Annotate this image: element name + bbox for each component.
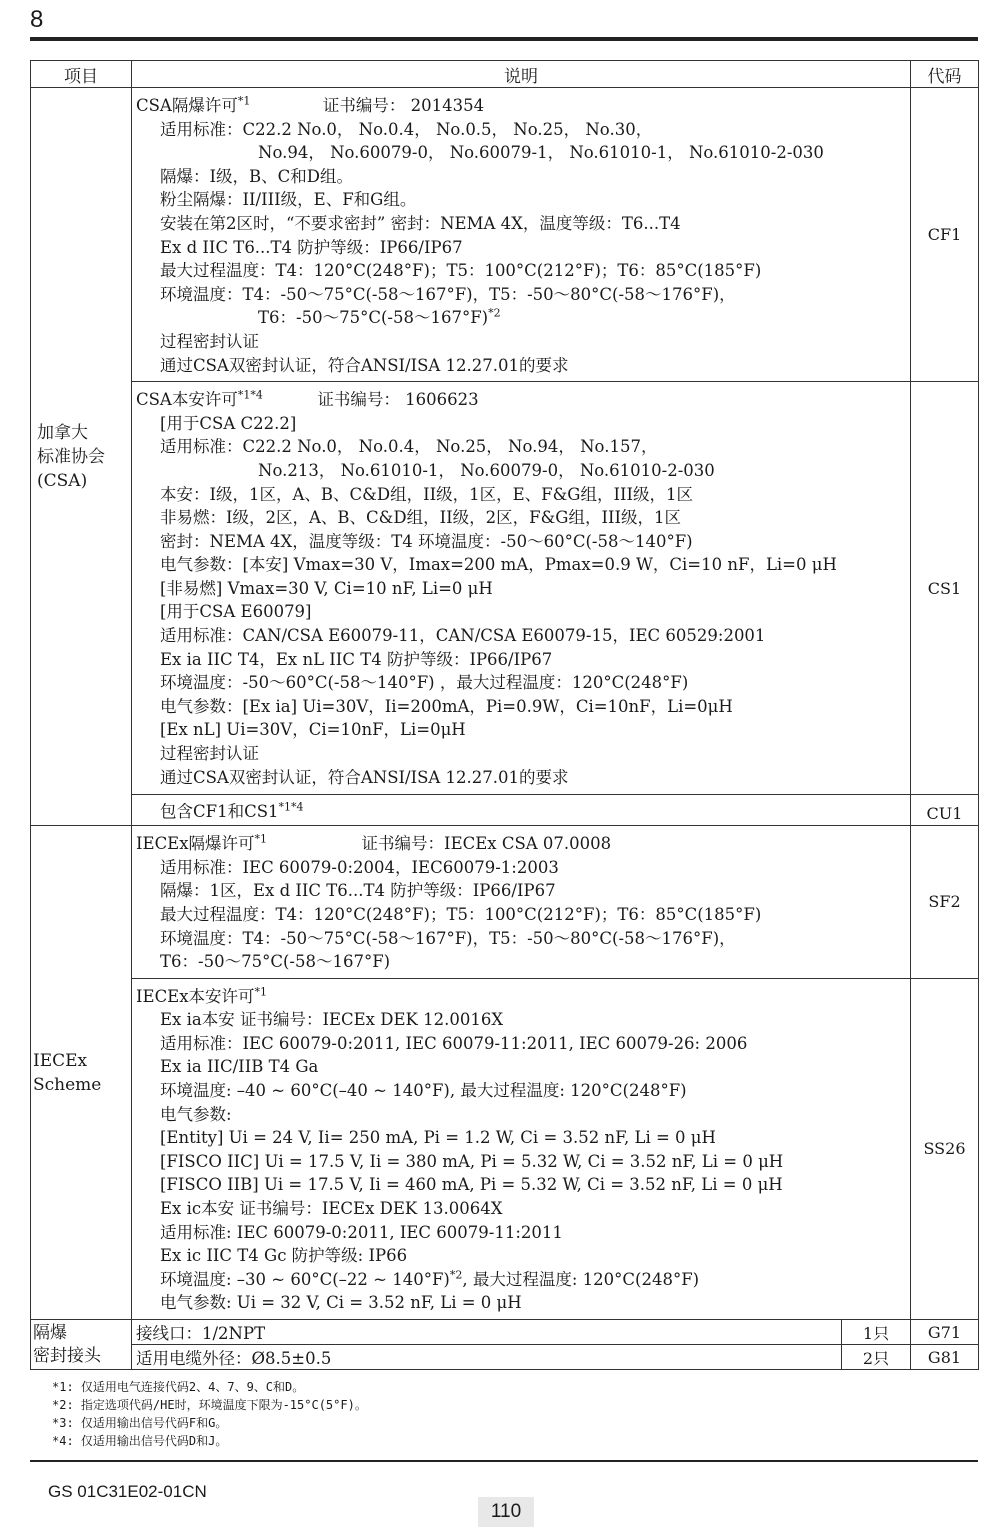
cs1-line: 电气参数：[Ex ia] Ui=30V，Ii=200mA，Pi=0.9W，Ci=10nF，Li=0μH [160, 696, 733, 716]
category-csa [31, 88, 132, 826]
document-id: GS 01C31E02-01CN [48, 1482, 207, 1501]
ss26-line: Ex ia IIC/IIB T4 Ga [160, 1057, 319, 1077]
category-csa-line2: 标准协会 [37, 446, 105, 467]
cf1-line: 适用标准：C22.2 No.0， No.0.4， No.0.5， No.25， No.30， [160, 119, 653, 139]
category-iecex-line1: IECEx [33, 1050, 88, 1071]
cf1-line: 过程密封认证 [160, 331, 259, 351]
cs1-line: 适用标准：C22.2 No.0， No.0.4， No.25， No.94， No.157， [160, 437, 658, 457]
ss26-amb-rest: , 最大过程温度: 120°C(248°F) [462, 1269, 700, 1289]
cf1-title: CSA隔爆许可 [136, 96, 238, 115]
ss26-line: Ex ic IIC T4 Gc 防护等级: IP66 [160, 1246, 408, 1266]
category-iecex-line2: Scheme [33, 1074, 102, 1095]
ss26-amb-text: 环境温度: –30 ~ 60°C(–22 ~ 140°F) [160, 1269, 450, 1289]
row-ss26 [31, 978, 979, 1319]
sf2-line: 适用标准：IEC 60079-0:2004，IEC60079-1:2003 [160, 857, 559, 877]
cs1-line: 环境温度：-50～60°C(-58～140°F) ，最大过程温度：120°C(248°F) [160, 673, 689, 693]
spec-table [30, 60, 979, 1370]
cs1-cert: 证书编号： 1606623 [317, 390, 479, 410]
cs1-line: 本安：I级，1区，A、B、C&D组，II级，1区，E、F&G组，III级，1区 [160, 484, 694, 504]
ss26-line: 电气参数: [160, 1104, 232, 1124]
cf1-line: 隔爆：I级，B、C和D组。 [160, 166, 353, 186]
sf2-title-line [136, 832, 906, 856]
footnote: *4: 仅适用输出信号代码D和J。 [52, 1434, 228, 1448]
ss26-line: [FISCO IIB] Ui = 17.5 V, Ii = 460 mA, Pi = 5.32 W, Ci = 3.52 nF, Li = 0 μH [160, 1175, 783, 1195]
category-seal-line2: 密封接头 [33, 1345, 101, 1366]
header-code: 代码 [911, 61, 979, 88]
cf1-desc [132, 88, 911, 382]
cs1-line: [用于CSA E60079] [160, 602, 312, 622]
top-rule [30, 37, 978, 41]
seal-qty-g71: 1只 [842, 1320, 911, 1345]
cf1-line: 通过CSA双密封认证，符合ANSI/ISA 12.27.01的要求 [160, 355, 569, 375]
ss26-line: [FISCO IIC] Ui = 17.5 V, Ii = 380 mA, Pi = 5.32 W, Ci = 3.52 nF, Li = 0 μH [160, 1151, 784, 1171]
category-seal [31, 1320, 132, 1370]
row-cs1 [31, 382, 979, 795]
cf1-line: 环境温度：T4：-50～75°C(-58～167°F)，T5：-50～80°C(-58～176°F)， [160, 284, 736, 304]
ss26-title-sup: *1 [254, 985, 268, 999]
footnotes [52, 1378, 367, 1450]
page-number: 8 [30, 6, 44, 33]
ss26-title-line [136, 985, 906, 1009]
cf1-line: 最大过程温度：T4：120°C(248°F)；T5：100°C(212°F)；T6：85°C(185°F) [160, 261, 762, 281]
cs1-title: CSA本安许可 [136, 390, 238, 410]
row-cu1 [31, 795, 979, 826]
row-g81 [31, 1345, 979, 1370]
footnote: *2: 指定选项代码/HE时，环境温度下限为-15°C(5°F)。 [52, 1398, 367, 1412]
sf2-line: 环境温度：T4：-50～75°C(-58～167°F)，T5：-50～80°C(-58～176°F)， [160, 928, 736, 948]
code-g81: G81 [911, 1345, 979, 1370]
ss26-line: Ex ic本安 证书编号：IECEx DEK 13.0064X [160, 1199, 503, 1219]
cs1-line: 适用标准：CAN/CSA E60079-11，CAN/CSA E60079-15，IEC 60529:2001 [160, 626, 766, 646]
cs1-desc [132, 382, 911, 795]
ss26-line: Ex ia本安 证书编号：IECEx DEK 12.0016X [160, 1010, 504, 1030]
cs1-line: [用于CSA C22.2] [160, 413, 297, 433]
category-csa-line1: 加拿大 [37, 422, 88, 443]
code-sf2: SF2 [911, 826, 979, 979]
cf1-t6-line [136, 306, 906, 330]
sf2-desc [132, 826, 911, 979]
sf2-line: T6：-50～75°C(-58～167°F) [160, 952, 391, 972]
category-seal-line1: 隔爆 [33, 1322, 67, 1343]
row-cf1 [31, 88, 979, 382]
ss26-amb-sup: *2 [449, 1268, 463, 1282]
ss26-title: IECEx本安许可 [136, 986, 255, 1006]
cf1-line: 粉尘隔爆：II/III级，E、F和G组。 [160, 190, 417, 210]
cs1-title-line [136, 388, 906, 412]
cu1-sup: *1*4 [278, 800, 304, 814]
code-cu1: CU1 [911, 795, 979, 826]
cs1-line: 通过CSA双密封认证，符合ANSI/ISA 12.27.01的要求 [160, 767, 569, 787]
bottom-rule [30, 1460, 978, 1462]
seal-desc-g81: 适用电缆外径：Ø8.5±0.5 [132, 1345, 842, 1370]
ss26-line: 电气参数: Ui = 32 V, Ci = 3.52 nF, Li = 0 μH [160, 1293, 522, 1313]
header-desc: 说明 [132, 61, 911, 88]
ss26-line: [Entity] Ui = 24 V, Ii= 250 mA, Pi = 1.2 W, Ci = 3.52 nF, Li = 0 μH [160, 1128, 716, 1148]
cs1-line: 密封：NEMA 4X，温度等级：T4 环境温度：-50～60°C(-58～140°F) [160, 531, 693, 551]
cf1-t6-text: T6：-50～75°C(-58～167°F) [258, 308, 489, 328]
cu1-line [132, 798, 910, 822]
footnote: *1: 仅适用电气连接代码2、4、7、9、C和D。 [52, 1380, 305, 1394]
code-cf1: CF1 [911, 88, 979, 382]
code-cs1: CS1 [911, 382, 979, 795]
code-ss26: SS26 [911, 978, 979, 1319]
category-iecex [31, 826, 132, 1320]
seal-qty-g81: 2只 [842, 1345, 911, 1370]
cf1-title-line [136, 94, 906, 118]
cs1-line: 过程密封认证 [160, 744, 259, 764]
cs1-line: No.213， No.61010-1， No.60079-0， No.61010-2-030 [258, 460, 715, 480]
sf2-title: IECEx隔爆许可 [136, 834, 255, 854]
cf1-line: Ex d IIC T6...T4 防护等级：IP66/IP67 [160, 237, 463, 257]
cf1-cert: 证书编号： 2014354 [322, 96, 485, 115]
row-sf2 [31, 826, 979, 979]
header-row [31, 61, 979, 88]
ss26-desc [132, 978, 911, 1319]
cs1-line: [Ex nL] Ui=30V，Ci=10nF，Li=0μH [160, 720, 466, 740]
code-g71: G71 [911, 1320, 979, 1345]
footnote: *3: 仅适用输出信号代码F和G。 [52, 1416, 228, 1430]
cs1-line: Ex ia IIC T4，Ex nL IIC T4 防护等级：IP66/IP67 [160, 649, 553, 669]
sf2-line: 隔爆：1区，Ex d IIC T6...T4 防护等级：IP66/IP67 [160, 881, 556, 901]
ss26-line: 环境温度: –40 ~ 60°C(–40 ~ 140°F), 最大过程温度: 120°C(248°F) [160, 1081, 687, 1101]
cu1-text: 包含CF1和CS1 [160, 802, 279, 822]
page-footer-number: 110 [478, 1497, 534, 1527]
cu1-desc [132, 795, 911, 826]
header-item: 项目 [31, 61, 132, 88]
ss26-amb-line [136, 1268, 906, 1292]
cs1-line: [非易燃] Vmax=30 V, Ci=10 nF, Li=0 μH [160, 578, 493, 598]
cs1-line: 非易燃：I级，2区，A、B、C&D组，II级，2区，F&G组，III级，1区 [160, 508, 681, 528]
seal-desc-g71: 接线口：1/2NPT [132, 1320, 842, 1345]
sf2-title-sup: *1 [254, 832, 268, 846]
category-csa-line3: (CSA) [37, 470, 88, 491]
cf1-title-sup: *1 [237, 94, 251, 108]
sf2-cert: 证书编号：IECEx CSA 07.0008 [361, 834, 612, 854]
cf1-line: 安装在第2区时，“不要求密封” 密封：NEMA 4X，温度等级：T6...T4 [160, 213, 681, 233]
cf1-line: No.94， No.60079-0， No.60079-1， No.61010-1， No.61010-2-030 [258, 143, 824, 163]
sf2-line: 最大过程温度：T4：120°C(248°F)；T5：100°C(212°F)；T6：85°C(185°F) [160, 904, 762, 924]
cf1-t6-sup: *2 [488, 306, 501, 320]
cs1-title-sup: *1*4 [237, 388, 263, 402]
ss26-line: 适用标准：IEC 60079-0:2011, IEC 60079-11:2011, IEC 60079-26: 2006 [160, 1033, 748, 1053]
cs1-line: 电气参数：[本安] Vmax=30 V，Imax=200 mA，Pmax=0.9 W，Ci=10 nF，Li=0 μH [160, 555, 837, 575]
row-g71 [31, 1320, 979, 1345]
ss26-line: 适用标准: IEC 60079-0:2011, IEC 60079-11:2011 [160, 1222, 563, 1242]
